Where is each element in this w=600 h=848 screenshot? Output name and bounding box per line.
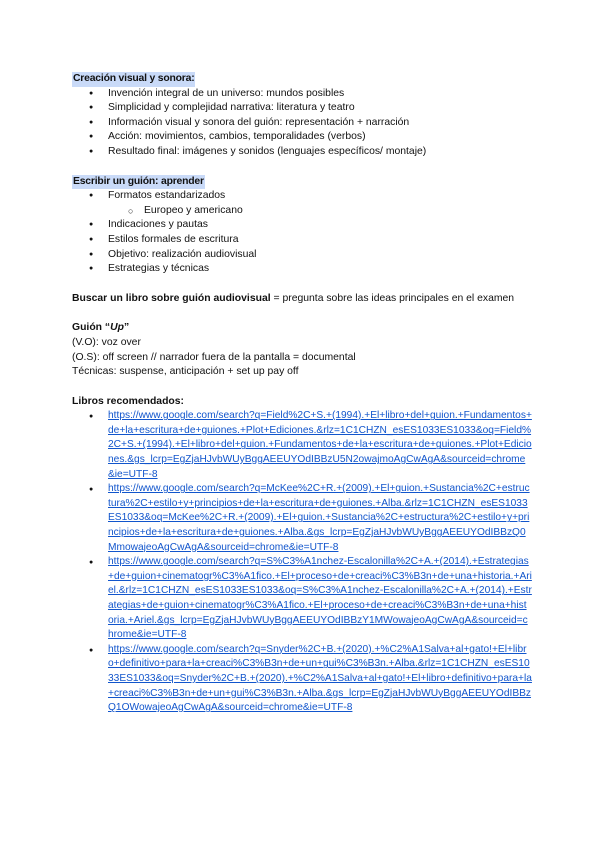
book-link[interactable]: https://www.google.com/search?q=S%C3%A1nchez-Escalonilla%2C+A.+(2014).+Estrategias+de+guion+cinematogr%C3%A1fico.+El+proceso+de+creaci%C3%B3n+de+una+historia.+Ariel.&rlz=1C1CHZN_esES1033ES1033&oq=S%C3%A1nchez-Escalonilla%2C+A.+(2014).+Estrategias+de+guion+cinematogr%C3%A1fico.+El+proceso+de+creaci%C3%B3n+de+una+historia.+Ariel.&gs_lcrp=EgZjaHJvbWUyBggAEEUYOdIBBzY1MWowajeoAgCwAgA&sourceid=chrome&ie=UTF-8	[108, 556, 532, 641]
book-link[interactable]: https://www.google.com/search?q=Snyder%2C+B.+(2020).+%C2%A1Salva+al+gato!+El+libro+definitivo+para+la+creaci%C3%B3n+de+un+gui%C3%B3n.+Alba.&rlz=1C1CHZN_esES1033ES1033&oq=Snyder%2C+B.+(2020).+%C2%A1Salva+al+gato!+El+libro+definitivo+para+la+creaci%C3%B3n+de+un+gui%C3%B3n.+Alba.&gs_lcrp=EgZjaHJvbWUyBggAEEUYOdIBBzQ1OWowajeoAgCwAgA&sourceid=chrome&ie=UTF-8	[108, 643, 532, 714]
section-heading: Creación visual y sonora:	[72, 72, 195, 87]
section-guion-up	[72, 321, 532, 379]
list-item: ● Estrategias y técnicas	[72, 262, 532, 277]
text-line: Técnicas: suspense, anticipación + set up pay off	[72, 366, 299, 378]
list-item	[72, 643, 532, 716]
list-item	[72, 555, 532, 643]
book-link[interactable]: https://www.google.com/search?q=Field%2C+S.+(1994).+El+libro+del+guion.+Fundamentos+de+la+escritura+de+guiones.+Plot+Ediciones.&rlz=1C1CHZN_esES1033ES1033&oq=Field%2C+S.+(1994).+El+libro+del+guion.+Fundamentos+de+la+escritura+de+guiones.+Plot+Ediciones.&gs_lcrp=EgZjaHJvbWUyBggAEEUYOdIBBzU5N2owajmoAgCwAgA&sourceid=chrome&ie=UTF-8	[108, 410, 532, 480]
bullet-list	[72, 189, 532, 277]
bullet-list	[72, 87, 532, 160]
list-item: ● Objetivo: realización audiovisual	[72, 248, 532, 263]
sub-list-item: ○ Europeo y americano	[72, 204, 532, 219]
text-line: (O.S): off screen // narrador fuera de la pantalla = documental	[72, 351, 356, 363]
bold-text: Buscar un libro sobre guión audiovisual	[72, 292, 271, 304]
section-heading: Escribir un guión: aprender	[72, 175, 205, 190]
heading-italic: Up	[110, 322, 124, 334]
list-item: ● Resultado final: imágenes y sonidos (lenguajes específicos/ montaje)	[72, 145, 532, 160]
paragraph-text: = pregunta sobre las ideas principales en el examen	[270, 292, 515, 304]
section-heading: Libros recomendados:	[72, 395, 185, 407]
section-creacion	[72, 72, 532, 160]
book-link[interactable]: https://www.google.com/search?q=McKee%2C+R.+(2009).+El+guion.+Sustancia%2C+estructura%2C+estilo+y+principios+de+la+escritura+de+guiones.+Alba.&rlz=1C1CHZN_esES1033ES1033&oq=McKee%2C+R.+(2009).+El+guion.+Sustancia%2C+estructura%2C+estilo+y+principios+de+la+escritura+de+guiones.+Alba.&gs_lcrp=EgZjaHJvbWUyBggAEEUYOdIBBzQ0MmowajeoAgCwAgA&sourceid=chrome&ie=UTF-8	[108, 483, 530, 553]
heading-prefix: Guión “	[72, 322, 111, 334]
list-item: ● Simplicidad y complejidad narrativa: literatura y teatro	[72, 101, 532, 116]
section-heading	[72, 321, 532, 336]
list-item: ● Estilos formales de escritura	[72, 233, 532, 248]
list-item	[72, 482, 532, 555]
text-line: (V.O): voz over	[72, 336, 141, 348]
section-libros	[72, 395, 532, 716]
list-item: ● Invención integral de un universo: mundos posibles	[72, 87, 532, 102]
list-item: ● Información visual y sonora del guión: representación + narración	[72, 116, 532, 131]
list-item: ● Formatos estandarizados	[72, 189, 532, 204]
list-item	[72, 409, 532, 482]
link-list	[72, 409, 532, 715]
heading-suffix: ”	[123, 322, 130, 334]
section-escribir	[72, 175, 532, 277]
list-item: ● Indicaciones y pautas	[72, 218, 532, 233]
list-item: ● Acción: movimientos, cambios, temporalidades (verbos)	[72, 130, 532, 145]
paragraph-buscar-libro	[72, 292, 532, 307]
document-page	[72, 72, 532, 716]
